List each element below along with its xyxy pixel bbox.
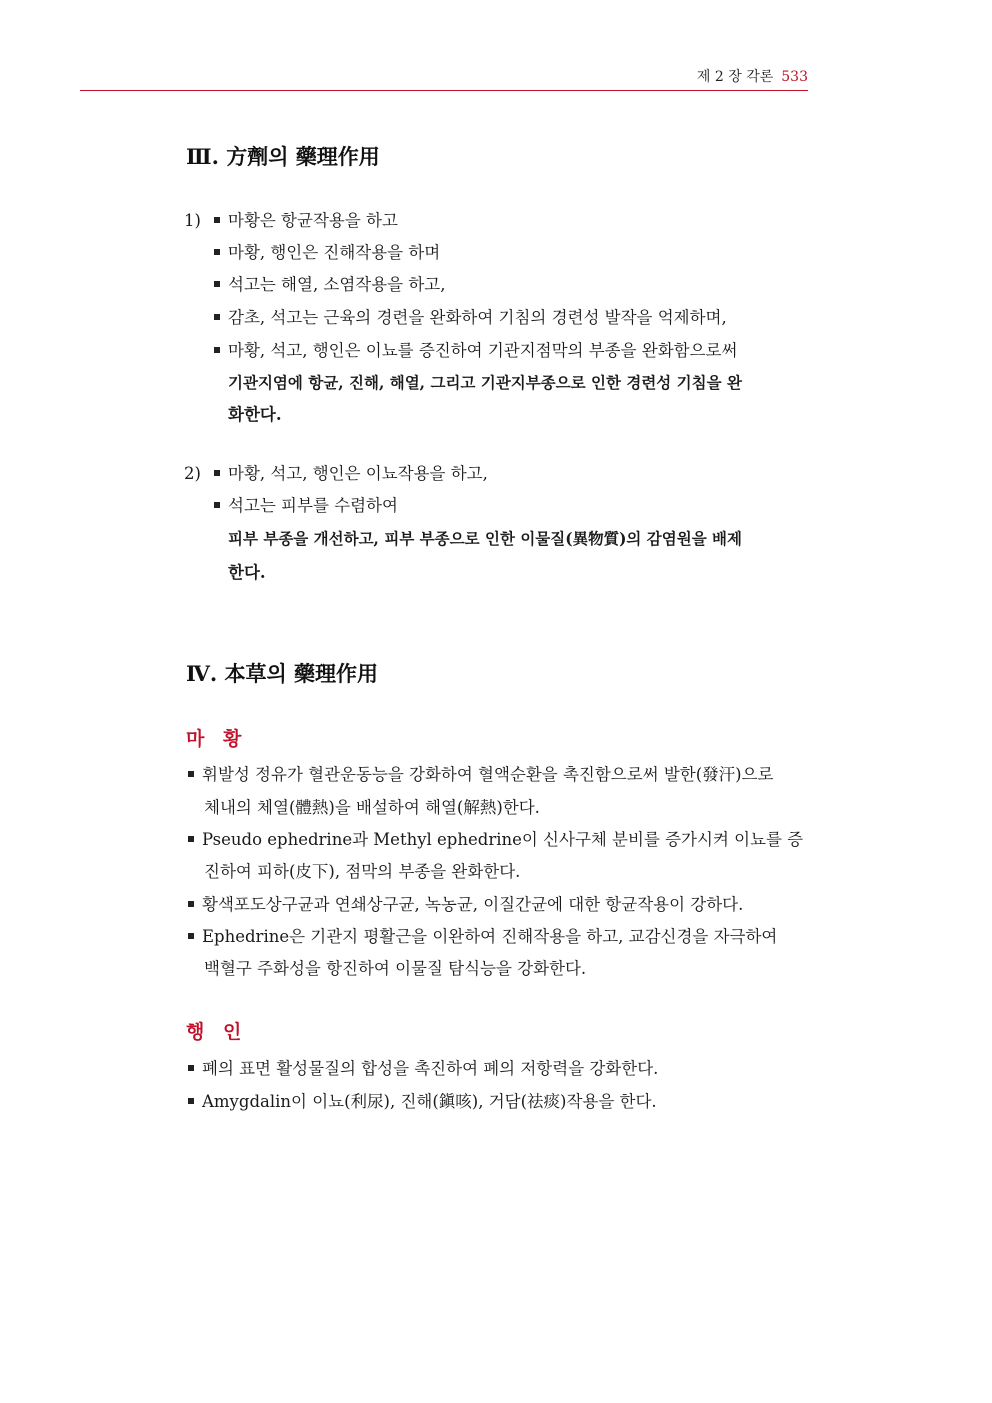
list-item: Ephedrine은 기관지 평활근을 이완하여 진해작용을 하고, 교감신경을 자극하여 — [188, 926, 777, 948]
conclusion-text: 피부 부종을 개선하고, 피부 부종으로 인한 이물질(異物質)의 감염원을 배제 — [228, 529, 743, 548]
bullet-icon — [214, 347, 220, 353]
section-title-iii: Ⅲ. 方劑의 藥理作用 — [186, 144, 380, 169]
list-item-continuation: 진하여 피하(皮下), 점막의 부종을 완화한다. — [204, 862, 521, 881]
bullet-icon — [214, 470, 220, 476]
section-title-iv: Ⅳ. 本草의 藥理作用 — [186, 661, 379, 686]
list-item-continuation: 체내의 체열(體熱)을 배설하여 해열(解熱)한다. — [204, 798, 540, 817]
bullet-icon — [188, 1098, 194, 1104]
bullet-icon — [214, 217, 220, 223]
herb-heading-haengin: 행 인 — [186, 1021, 248, 1043]
group-number-1: 1) — [184, 211, 201, 230]
list-item: 마황, 석고, 행인은 이뇨작용을 하고, — [214, 463, 488, 485]
conclusion-text: 화한다. — [228, 405, 282, 424]
herb-heading-mahwang: 마 황 — [186, 728, 248, 750]
list-item: 휘발성 정유가 혈관운동능을 강화하여 혈액순환을 촉진함으로써 발한(發汗)으로 — [188, 764, 773, 786]
bullet-icon — [188, 1065, 194, 1071]
conclusion-text: 기관지염에 항균, 진해, 해열, 그리고 기관지부종으로 인한 경련성 기침을 완 — [228, 373, 742, 392]
list-item: 석고는 피부를 수렴하여 — [214, 495, 398, 517]
bullet-icon — [188, 771, 194, 777]
list-item: 석고는 해열, 소염작용을 하고, — [214, 274, 446, 296]
bullet-icon — [214, 502, 220, 508]
chapter-label: 제 2 장 각론 — [696, 69, 774, 85]
list-item: 마황, 석고, 행인은 이뇨를 증진하여 기관지점막의 부종을 완화함으로써 — [214, 340, 737, 362]
list-item: Amygdalin이 이뇨(利尿), 진해(鎭咳), 거담(祛痰)작용을 한다. — [188, 1091, 657, 1113]
bullet-icon — [188, 901, 194, 907]
list-item-continuation: 백혈구 주화성을 항진하여 이물질 탐식능을 강화한다. — [204, 959, 587, 978]
list-item: 황색포도상구균과 연쇄상구균, 녹농균, 이질간균에 대한 항균작용이 강하다. — [188, 894, 743, 916]
conclusion-text: 한다. — [228, 563, 266, 582]
bullet-icon — [214, 249, 220, 255]
bullet-icon — [214, 281, 220, 287]
list-item: Pseudo ephedrine과 Methyl ephedrine이 신사구체 분비를 증가시켜 이뇨를 증 — [188, 829, 803, 851]
list-item: 폐의 표면 활성물질의 합성을 촉진하여 폐의 저항력을 강화한다. — [188, 1058, 658, 1080]
list-item: 마황, 행인은 진해작용을 하며 — [214, 242, 440, 264]
header-divider — [80, 90, 808, 91]
bullet-icon — [188, 836, 194, 842]
group-number-2: 2) — [184, 464, 201, 483]
list-item: 마황은 항균작용을 하고 — [214, 210, 398, 232]
bullet-icon — [214, 314, 220, 320]
running-header — [697, 66, 808, 86]
page-number: 533 — [781, 69, 808, 85]
bullet-icon — [188, 933, 194, 939]
list-item: 감초, 석고는 근육의 경련을 완화하여 기침의 경련성 발작을 억제하며, — [214, 307, 727, 329]
page-header — [80, 66, 808, 90]
